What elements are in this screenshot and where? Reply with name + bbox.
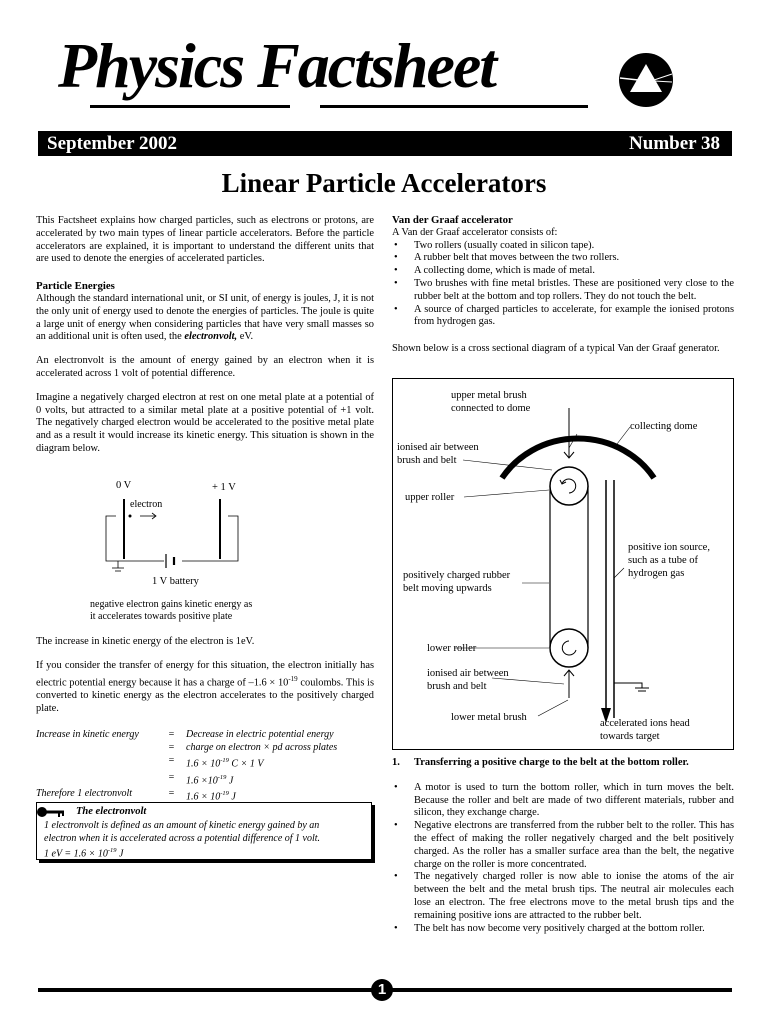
page-title: Linear Particle Accelerators (221, 168, 547, 198)
prism-logo-icon (618, 52, 674, 108)
label-ion-source-3: hydrogen gas (628, 568, 685, 579)
right-column (392, 214, 734, 356)
electron-plates-diagram (90, 476, 320, 626)
key-icon (36, 805, 66, 819)
label-ionised-top-1: ionised air between (397, 442, 479, 453)
masthead-physics: Physics (58, 30, 244, 101)
shown-below-text: Shown below is a cross sectional diagram of a typical Van der Graaf generator. (392, 343, 720, 355)
label-upper-brush-2: connected to dome (451, 403, 531, 414)
masthead-underline-2 (320, 105, 588, 108)
label-belt-2: belt moving upwards (403, 583, 492, 594)
label-battery: 1 V battery (152, 576, 199, 587)
particle-energies-heading: Particle Energies (36, 280, 115, 293)
label-lower-roller: lower roller (427, 643, 477, 654)
masthead-underline (90, 105, 290, 108)
list-item: • Two brushes with fine metal bristles. These are positioned very close to the rubber belt at the bottom and top rollers. They do not touch the belt. (414, 278, 734, 304)
right-column-lower (392, 757, 734, 935)
list-item: • A motor is used to turn the bottom roller, which in turn moves the belt. Because the roller and belt are made of two different materials, rubber and silicon, they exchange charge. (414, 782, 734, 820)
left-plate (123, 499, 125, 559)
van-der-graaf-diagram (392, 378, 734, 750)
step-1-list (392, 782, 734, 936)
label-collecting-dome: collecting dome (630, 421, 698, 432)
vdg-intro: A Van der Graaf accelerator consists of: (392, 226, 558, 238)
list-item: • Two rollers (usually coated in silicon tape). (414, 240, 734, 253)
list-item: • A rubber belt that moves between the two rollers. (414, 252, 734, 265)
page-number: 1 (371, 979, 393, 1001)
energies-paragraph-3: Imagine a negatively charged electron at rest on one metal plate at a potential of 0 volts, but attracted to a similar metal plate at a positive potential of +1 volt. The negatively charged electron would be accelerated to the positive metal plate and as a result it would increase its kinetic energy. This situation is shown in the diagram below. (36, 391, 374, 454)
label-lower-brush: lower metal brush (451, 712, 527, 723)
electron-dot (129, 515, 132, 518)
label-ion-source-2: such as a tube of (628, 555, 698, 566)
label-plus-1v: + 1 V (212, 482, 236, 493)
label-upper-brush-1: upper metal brush (451, 390, 527, 401)
left-column-lower (36, 636, 374, 715)
lower-roller (550, 629, 588, 667)
box-line-1: 1 electronvolt is defined as an amount of kinetic energy gained by an (44, 820, 320, 831)
box-line-3: 1 eV = $1.6 \times 10^{-19}$ J (44, 847, 124, 860)
label-ionised-bot-1: ionised air between (427, 668, 509, 679)
label-accel-1: accelerated ions head (600, 718, 690, 729)
masthead-title (58, 30, 496, 101)
header-bar (38, 131, 732, 156)
issue-number: Number 38 (629, 133, 720, 154)
label-ion-source-1: positive ion source, (628, 542, 710, 553)
list-item: • The negatively charged roller is now able to ionise the atoms of the air between the belt and the metal brush tips. The neutral air molecules each lose an electron. The free electrons move to the metal brush tips and the remaining positive ions are attracted to the rubber belt. (414, 871, 734, 922)
increase-paragraph: The increase in kinetic energy of the electron is 1eV. (36, 636, 255, 647)
right-plate (219, 499, 221, 559)
list-item: • A collecting dome, which is made of metal. (414, 265, 734, 278)
label-accel-2: towards target (600, 731, 660, 742)
upper-roller (550, 467, 588, 505)
box-heading: The electronvolt (76, 806, 147, 817)
vdg-component-list (392, 240, 734, 330)
masthead-factsheet: Factsheet (257, 30, 496, 101)
plates-caption-1: negative electron gains kinetic energy as (90, 599, 253, 610)
energies-paragraph-1: Although the standard international unit, or SI unit, of energy is joules, J, it is not the only unit of energy used to denote the energies of particles. The joule is quite a large unit of energy when considering particles that have very small masses so an additional unit is often used, the electronvolt, eV. (36, 292, 374, 343)
energy-equation: Increase in kinetic energy = Decrease in electric potential energy = charge on electron × pd across plates = $1.6 \times 10^{-19}$ C × 1 V = $1.6 \times 10^{-19}$ J Therefore 1 electronvolt = $1.6 \times 10^{-19}$ J (36, 729, 338, 803)
list-item: • The belt has now become very positively charged at the bottom roller. (414, 923, 734, 936)
issue-date: September 2002 (47, 133, 177, 154)
transfer-paragraph: If you consider the transfer of energy for this situation, the electron initially has electric potential energy because it has a charge of $-1.6 \times 10^{-19}$ coulombs. This is converted to kinetic energy as the electron accelerates to the positively charged plate. (36, 659, 374, 714)
intro-paragraph: This Factsheet explains how charged particles, such as electrons or protons, are accelerated by two main types of linear particle accelerators. Before the particle accelerators are explained, it is important to understand the different units that are used to denote the energies of accelerated particles. (36, 215, 374, 265)
step-1-heading: 1. Transferring a positive charge to the belt at the bottom roller. (392, 757, 689, 768)
list-item: • Negative electrons are transferred from the rubber belt to the roller. This has the effect of making the roller negatively charged and the belt positively charged. As the roller has a smaller surface area than the belt, the negative charge on the roller is more concentrated. (414, 820, 734, 871)
label-belt-1: positively charged rubber (403, 570, 511, 581)
list-item: • A source of charged particles to accelerate, for example the ionised protons from hydrogen gas. (414, 304, 734, 330)
label-electron: electron (130, 499, 163, 510)
box-body (44, 820, 370, 861)
label-ionised-top-2: brush and belt (397, 455, 457, 466)
label-ionised-bot-2: brush and belt (427, 681, 487, 692)
plates-caption-2: it accelerates towards positive plate (90, 611, 233, 622)
energies-paragraph-2: An electronvolt is the amount of energy gained by an electron when it is accelerated across 1 volt of potential difference. (36, 355, 374, 379)
label-0v: 0 V (116, 480, 132, 491)
label-upper-roller: upper roller (405, 492, 455, 503)
vdg-heading: Van der Graaf accelerator (392, 214, 513, 226)
box-line-2: electron when it is accelerated across a potential difference of 1 volt. (44, 832, 321, 844)
left-column (36, 215, 374, 456)
